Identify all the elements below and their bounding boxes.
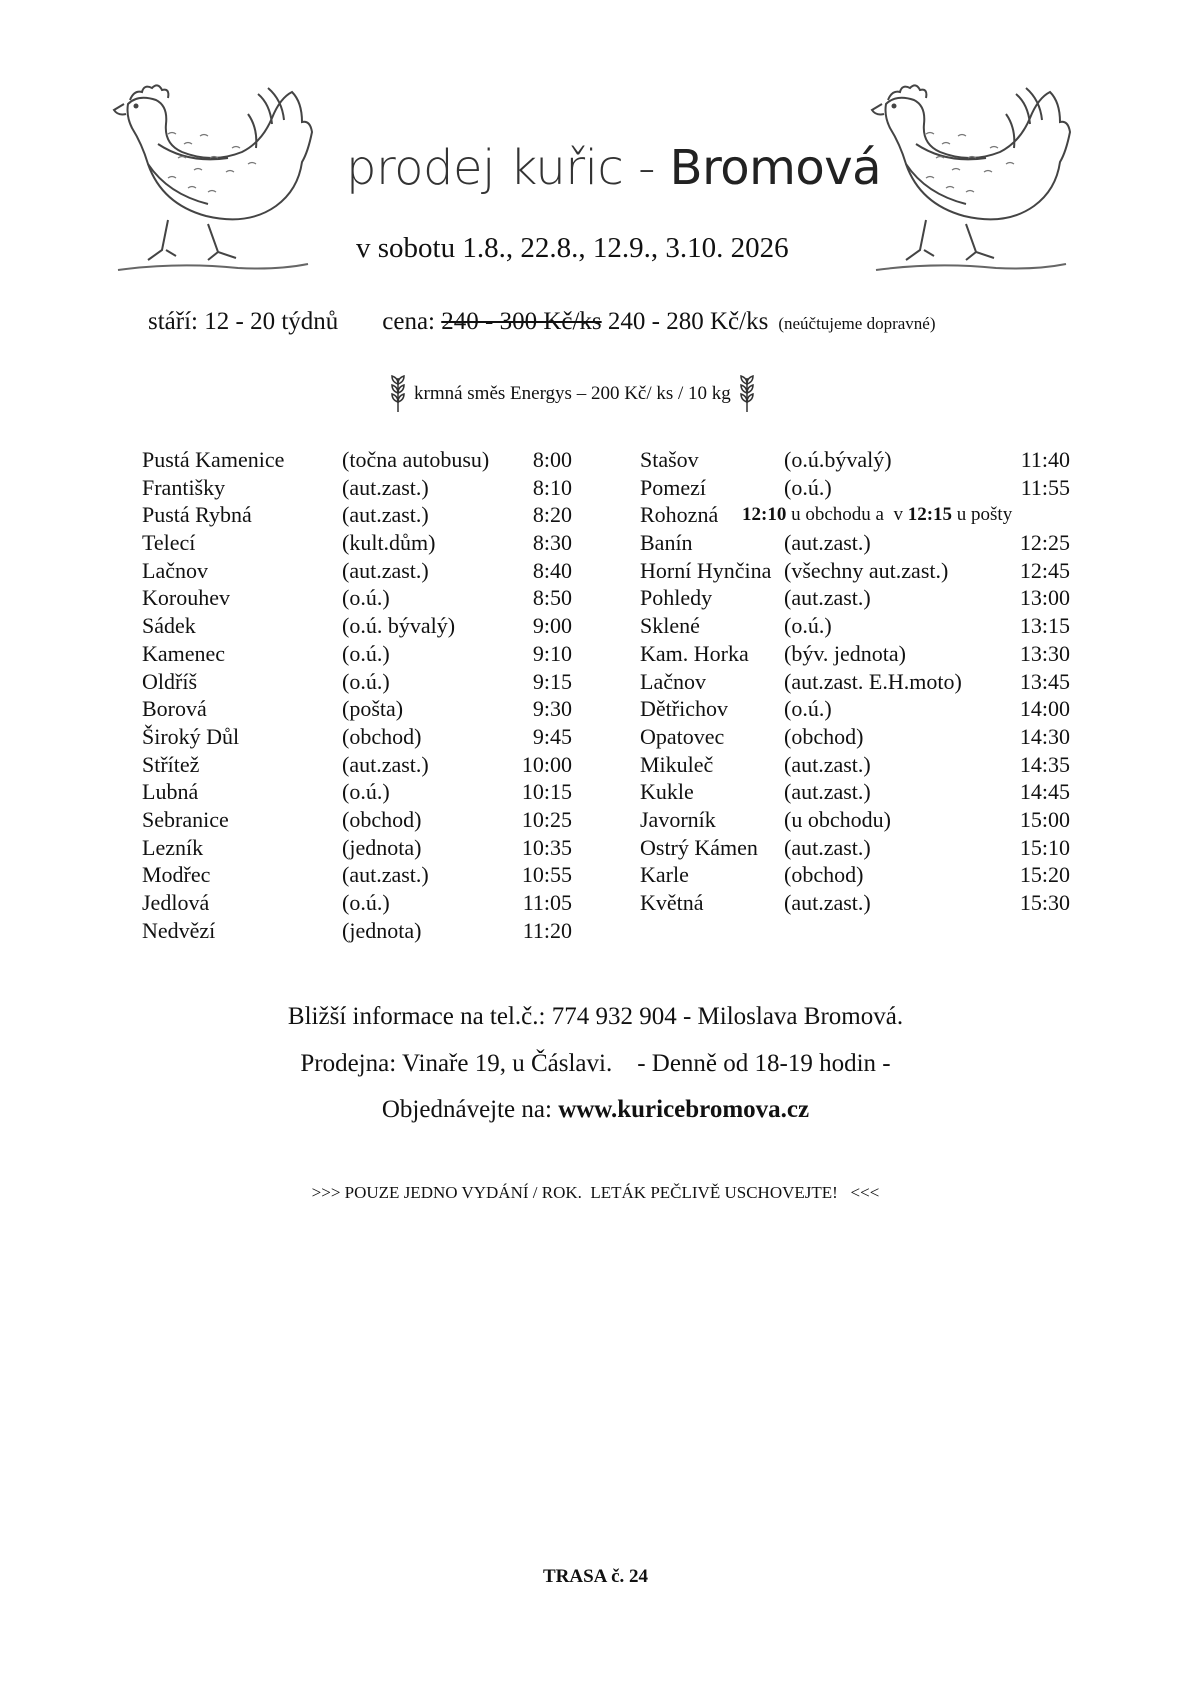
stop-spot: (jednota) — [342, 917, 422, 943]
stop-spot: (pošta) — [342, 696, 404, 722]
stop-spot: (aut.zast.) — [342, 502, 429, 528]
stop-time: 13:45 — [1019, 668, 1070, 694]
age-text: stáří: 12 - 20 týdnů — [148, 308, 339, 335]
contact-shop — [0, 1050, 1191, 1078]
stop-spot: (obchod) — [784, 862, 864, 888]
stop-place: Sádek — [142, 613, 196, 639]
stop-row — [142, 778, 572, 806]
stop-spot: (obchod) — [342, 806, 422, 832]
stop-row-rohozna — [640, 501, 1070, 529]
stop-row — [142, 668, 572, 696]
stop-row — [142, 889, 572, 917]
stop-spot-detail — [742, 501, 1012, 529]
stop-place: Pomezí — [640, 474, 706, 500]
stop-place: Lačnov — [142, 557, 208, 583]
stops-left — [142, 446, 572, 944]
title-bold: Bromová — [669, 140, 882, 196]
stop-row — [640, 529, 1070, 557]
price-note: (neúčtujeme dopravné) — [778, 314, 936, 333]
stop-place: Opatovec — [640, 723, 725, 749]
stop-place: Sebranice — [142, 806, 229, 832]
stop-place: Nedvězí — [142, 917, 216, 943]
stop-place: Stašov — [640, 447, 699, 472]
stop-time: 15:30 — [1019, 890, 1070, 915]
stop-time: 10:25 — [521, 806, 572, 832]
stop-time: 12:25 — [1019, 530, 1070, 556]
wheat-icon — [737, 374, 757, 414]
stop-spot: (aut.zast.) — [784, 779, 871, 805]
stop-row — [142, 917, 572, 945]
footer-note: >>> POUZE JEDNO VYDÁNÍ / ROK. LETÁK PEČLIVĚ USCHOVEJTE! <<< — [311, 1183, 880, 1202]
stop-spot: (o.ú. bývalý) — [342, 613, 456, 639]
stop-row — [640, 778, 1070, 806]
stop-time: 15:00 — [1019, 806, 1070, 832]
stop-spot: (aut.zast.) — [784, 751, 871, 777]
stop-time: 13:30 — [1019, 640, 1070, 666]
stop-place: Lezník — [142, 834, 204, 860]
stop-row — [142, 446, 572, 474]
stop-row — [640, 723, 1070, 751]
stop-place: Korouhev — [142, 585, 230, 611]
stop-spot: (obchod) — [342, 723, 422, 749]
stop-time: 8:10 — [532, 474, 572, 500]
stop-spot: (aut.zast.) — [342, 751, 429, 777]
stop-time: 14:30 — [1019, 723, 1070, 749]
stop-spot: (o.ú.) — [342, 668, 390, 694]
stop-spot: (aut.zast.) — [342, 557, 429, 583]
stop-time: 13:00 — [1019, 585, 1070, 611]
stop-row — [640, 695, 1070, 723]
stop-place: Lubná — [142, 779, 199, 805]
stop-row — [640, 834, 1070, 862]
stop-row — [142, 557, 572, 585]
stop-spot: (aut.zast. E.H.moto) — [784, 668, 962, 694]
stop-time: 12:45 — [1019, 557, 1070, 583]
stop-time: 11:05 — [522, 890, 572, 915]
stop-spot: (o.ú.bývalý) — [784, 447, 892, 472]
stop-row — [142, 861, 572, 889]
stop-time: 14:00 — [1019, 696, 1070, 722]
stop-spot: (o.ú.) — [342, 585, 390, 611]
stop-time: 8:20 — [532, 502, 572, 528]
stop-time: 8:40 — [532, 557, 572, 583]
price-info — [148, 308, 936, 336]
stop-place: Pustá Kamenice — [142, 447, 285, 472]
stop-place: Mikuleč — [640, 751, 714, 777]
stop-time: 11:40 — [1020, 447, 1070, 472]
stop-place: Rohozná — [640, 502, 719, 528]
stop-spot: (obchod) — [784, 723, 864, 749]
stop-place: Kam. Horka — [640, 640, 749, 666]
stop-time: 9:10 — [532, 640, 572, 666]
stop-row — [142, 834, 572, 862]
stop-row — [640, 668, 1070, 696]
stop-row — [142, 806, 572, 834]
stop-spot: (o.ú.) — [342, 779, 390, 805]
stop-row — [640, 584, 1070, 612]
stop-spot: (o.ú.) — [342, 890, 390, 915]
stop-time: 9:45 — [532, 723, 572, 749]
stop-row — [640, 889, 1070, 917]
stop-row — [142, 640, 572, 668]
contact-order — [0, 1096, 1191, 1124]
hen-icon — [866, 74, 1096, 274]
stop-time: 8:00 — [532, 447, 572, 472]
stop-place: Javorník — [640, 806, 716, 832]
route-number: TRASA č. 24 — [542, 1566, 649, 1587]
stop-place: Dětřichov — [640, 696, 728, 722]
stop-spot: (aut.zast.) — [784, 890, 871, 915]
stop-place: Střítež — [142, 751, 200, 777]
stop-place: Lačnov — [640, 668, 706, 694]
new-price: 240 - 280 Kč/ks — [601, 308, 769, 335]
stop-place: Ostrý Kámen — [640, 834, 758, 860]
stop-time: 10:35 — [521, 834, 572, 860]
stop-spot: (o.ú.) — [784, 696, 832, 722]
stop-spot: (aut.zast.) — [784, 834, 871, 860]
wheat-icon — [388, 374, 408, 414]
stop-spot: (býv. jednota) — [784, 640, 906, 666]
stop-place: Široký Důl — [142, 723, 240, 749]
stop-spot: (aut.zast.) — [784, 530, 871, 556]
stop-time: 12:15 — [907, 504, 953, 526]
stop-time: 11:20 — [522, 917, 572, 943]
stop-time: 10:55 — [521, 862, 572, 888]
stop-row — [142, 612, 572, 640]
stop-spot: (aut.zast.) — [342, 862, 429, 888]
stop-place: Kukle — [640, 779, 694, 805]
old-price: 240 - 300 Kč/ks — [441, 308, 602, 335]
stop-row — [640, 557, 1070, 585]
stop-place: Pustá Rybná — [142, 502, 252, 528]
stop-place: Karle — [640, 862, 689, 888]
stop-spot: (u obchodu) — [784, 806, 891, 832]
contact-line-1: Bližší informace na tel.č.: 774 932 904 - Miloslava Bromová. — [287, 1003, 904, 1030]
hen-icon — [108, 74, 338, 274]
stop-spot: (o.ú.) — [784, 613, 832, 639]
stop-place: Banín — [640, 530, 693, 556]
contact-line-2: Prodejna: Vinaře 19, u Čáslavi. - Denně od 18-19 hodin - — [300, 1050, 891, 1077]
page-title — [346, 140, 881, 196]
stop-time: 14:45 — [1019, 779, 1070, 805]
stop-row — [142, 501, 572, 529]
stop-spot: (kult.dům) — [342, 530, 436, 556]
stop-spot: (točna autobusu) — [342, 447, 490, 472]
stop-time: 12:10 — [742, 504, 787, 526]
stop-time: 9:15 — [532, 668, 572, 694]
stop-place: Pohledy — [640, 585, 713, 611]
sale-dates: v sobotu 1.8., 22.8., 12.9., 3.10. 2026 — [356, 232, 789, 264]
stop-time: 11:55 — [1020, 474, 1070, 500]
stop-row — [640, 446, 1070, 474]
stop-place: Telecí — [142, 530, 196, 556]
stop-place: Květná — [640, 890, 704, 915]
stop-time: 8:30 — [532, 530, 572, 556]
stop-time: 14:35 — [1019, 751, 1070, 777]
stop-time: 13:15 — [1019, 613, 1070, 639]
stop-time: 15:10 — [1019, 834, 1070, 860]
stop-row — [640, 640, 1070, 668]
stop-row — [142, 474, 572, 502]
order-label: Objednávejte na: — [381, 1096, 559, 1123]
title-light: prodej kuřic - — [346, 140, 670, 196]
stop-row — [640, 474, 1070, 502]
stop-row — [640, 861, 1070, 889]
stop-place: Borová — [142, 696, 207, 722]
stop-spot: (aut.zast.) — [342, 474, 429, 500]
stop-row — [142, 723, 572, 751]
stop-time: 15:20 — [1019, 862, 1070, 888]
stop-spot: (všechny aut.zast.) — [784, 557, 949, 583]
stop-row — [142, 751, 572, 779]
stop-time: 9:00 — [532, 613, 572, 639]
stop-time: 10:15 — [521, 779, 572, 805]
price-label: cena: — [382, 308, 442, 335]
feed-info — [388, 374, 757, 414]
stop-spot: (o.ú.) — [784, 474, 832, 500]
stop-place: Horní Hynčina — [640, 557, 772, 583]
stop-time: 9:30 — [532, 696, 572, 722]
stop-spot: (o.ú.) — [342, 640, 390, 666]
stop-spot: u obchodu a v — [786, 504, 908, 526]
stop-row — [142, 584, 572, 612]
stop-spot: (aut.zast.) — [784, 585, 871, 611]
stops-right — [640, 446, 1070, 917]
stop-place: Jedlová — [142, 890, 210, 915]
contact-phone — [0, 1003, 1191, 1031]
stop-place: Františky — [142, 474, 226, 500]
stop-row — [142, 529, 572, 557]
stop-row — [142, 695, 572, 723]
stop-row — [640, 751, 1070, 779]
stop-place: Kamenec — [142, 640, 226, 666]
stop-time: 8:50 — [532, 585, 572, 611]
stop-spot: (jednota) — [342, 834, 422, 860]
stop-row — [640, 612, 1070, 640]
stop-place: Sklené — [640, 613, 700, 639]
stop-place: Modřec — [142, 862, 211, 888]
stop-spot: u pošty — [952, 504, 1013, 526]
stop-row — [640, 806, 1070, 834]
website-link[interactable]: www.kuricebromova.cz — [558, 1096, 810, 1123]
feed-text: krmná směs Energys – 200 Kč/ ks / 10 kg — [414, 383, 731, 404]
stop-place: Oldříš — [142, 668, 197, 694]
stop-time: 10:00 — [521, 751, 572, 777]
